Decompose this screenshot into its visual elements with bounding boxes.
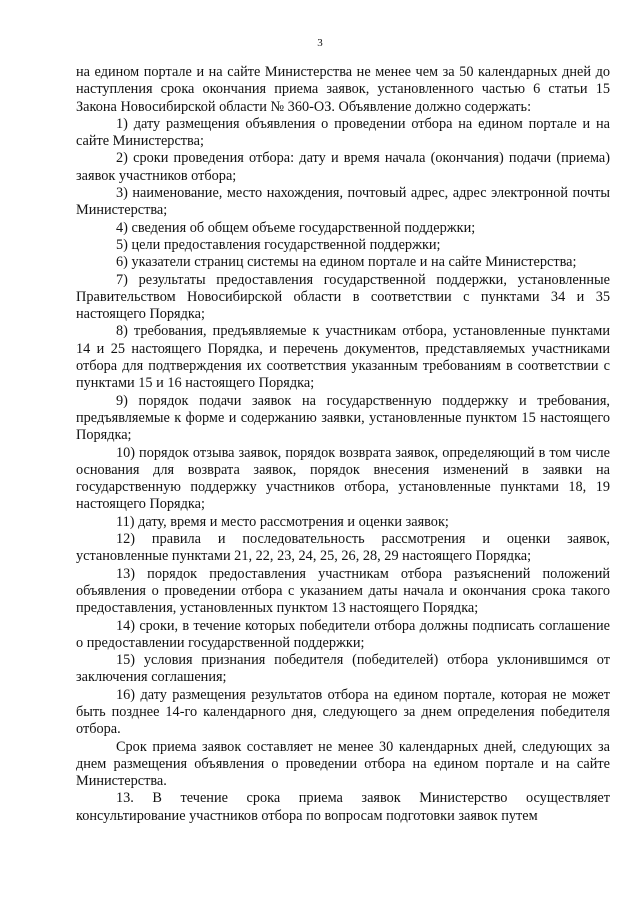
list-item: 6) указатели страниц системы на едином портале и на сайте Министерства; — [116, 254, 577, 271]
list-item: 8) требования, предъявляемые к участникам отбора, установленные пунктами 14 и 25 настоящего Порядка, и перечень документов, представляемых участниками отбора для подтверждения их соответствия указанным требованиям в соответствии с пунктами 15 и 16 настоящего Порядка; — [76, 323, 610, 392]
paragraph: Срок приема заявок составляет не менее 30 календарных дней, следующих за днем размещения объявления о проведении отбора на едином портале и на сайте Министерства. — [76, 738, 610, 790]
page-number: 3 — [317, 37, 323, 49]
list-item: 9) порядок подачи заявок на государственную поддержку и требования, предъявляемые к форме и содержанию заявки, установленные пунктом 15 настоящего Порядка; — [76, 392, 610, 444]
paragraph: 13. В течение срока приема заявок Министерство осуществляет консультирование участников отбора по вопросам подготовки заявок путем — [76, 790, 610, 824]
list-item: 2) сроки проведения отбора: дату и время начала (окончания) подачи (приема) заявок участников отбора; — [76, 150, 610, 184]
list-item: 4) сведения об общем объеме государственной поддержки; — [116, 219, 476, 236]
list-item: 11) дату, время и место рассмотрения и оценки заявок; — [116, 513, 449, 530]
list-item: 7) результаты предоставления государственной поддержки, установленные Правительством Новосибирской области в соответствии с пунктами 34 и 35 настоящего Порядка; — [76, 271, 610, 323]
list-item: 1) дату размещения объявления о проведении отбора на едином портале и на сайте Министерства; — [76, 115, 610, 150]
list-item: 12) правила и последовательность рассмотрения и оценки заявок, установленные пунктами 21, 22, 23, 24, 25, 26, 28, 29 настоящего Порядка; — [76, 531, 610, 565]
document-body — [76, 64, 610, 825]
list-item: 10) порядок отзыва заявок, порядок возврата заявок, определяющий в том числе основания для возврата заявок, порядок внесения изменений в заявки на государственную поддержку участников отбора, установленные пунктами 18, 19 настоящего Порядка; — [76, 444, 610, 513]
list-item: 15) условия признания победителя (победителей) отбора уклонившимся от заключения соглашения; — [76, 652, 610, 686]
list-item: 3) наименование, место нахождения, почтовый адрес, адрес электронной почты Министерства; — [76, 185, 610, 219]
list-item: 14) сроки, в течение которых победители отбора должны подписать соглашение о предоставлении государственной поддержки; — [76, 617, 610, 651]
list-item: 13) порядок предоставления участникам отбора разъяснений положений объявления о проведении отбора с указанием даты начала и окончания срока такого предоставления, установленных пунктом 13 настоящего Порядка; — [76, 565, 610, 617]
list-item: 5) цели предоставления государственной поддержки; — [116, 236, 441, 253]
paragraph: на едином портале и на сайте Министерства не менее чем за 50 календарных дней до наступления срока окончания приема заявок, установленного частью 6 статьи 15 Закона Новосибирской области № 360-ОЗ. Объявление должно содержать: — [76, 64, 610, 115]
list-item: 16) дату размещения результатов отбора на едином портале, которая не может быть позднее 14-го календарного дня, следующего за днем определения победителя отбора. — [76, 686, 610, 738]
